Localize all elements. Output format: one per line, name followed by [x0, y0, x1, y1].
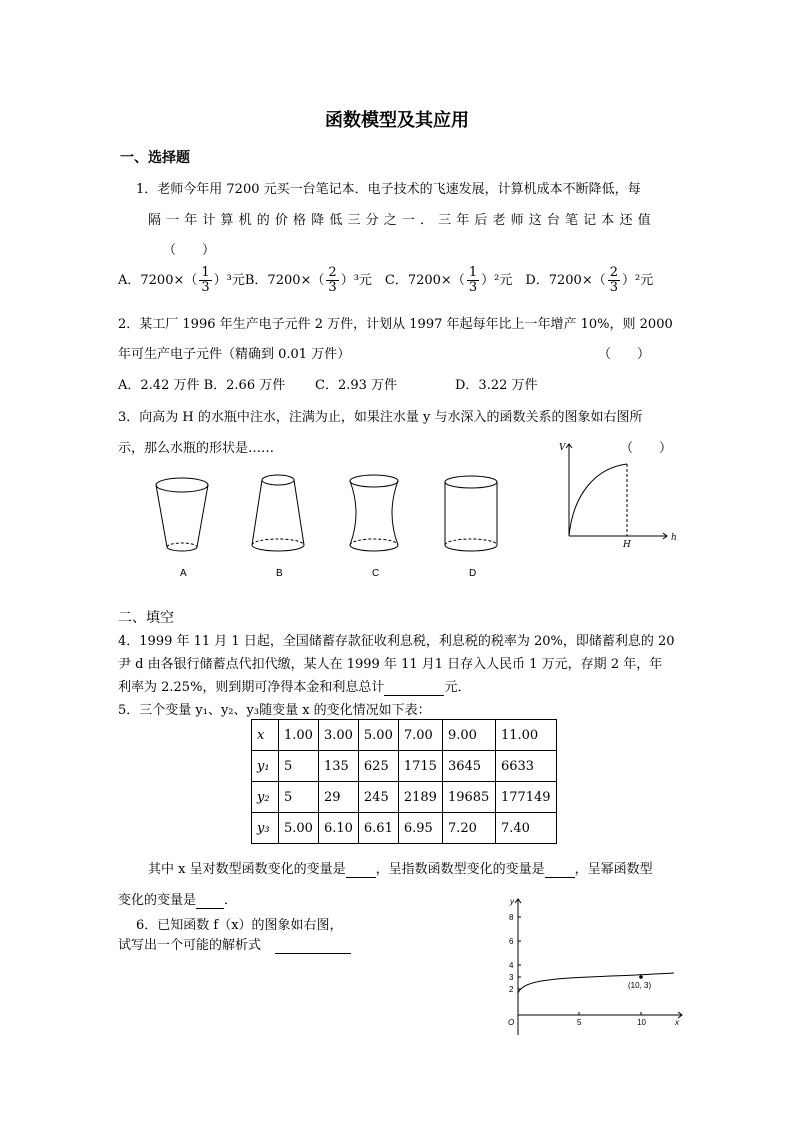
q3-line2: 示，那么水瓶的形状是……	[118, 441, 275, 456]
q1-option-a-prefix: A．7200×（	[118, 273, 198, 288]
table-cell: 9.00	[442, 720, 495, 751]
v-axis-label: V	[559, 443, 566, 453]
q4-line3	[118, 676, 470, 696]
q4-answer-blank[interactable]	[384, 680, 444, 696]
table-cell: x	[252, 720, 279, 751]
y-tick-label: 8	[509, 913, 514, 922]
y-tick-label: 4	[509, 961, 514, 970]
q3-paren: （ ）	[620, 441, 673, 456]
q3-line1: 3．向高为 H 的水瓶中注水，注满为止，如果注水量 y 与水深入的函数关系的图象如右图所	[118, 410, 643, 425]
q1-paren: （ ）	[163, 243, 216, 258]
table-cell: 6.61	[358, 813, 398, 844]
table-cell: 7.40	[495, 813, 556, 844]
q6-line2-text: 试写出一个可能的解析式	[118, 938, 262, 953]
y-tick-label: 6	[509, 937, 514, 946]
volume-curve	[569, 464, 627, 536]
fraction: $\frac{2}{3}$	[328, 265, 337, 295]
q5-blank-power[interactable]	[196, 893, 224, 909]
page-title: 函数模型及其应用	[325, 110, 469, 131]
section-choice-heading: 一、选择题	[120, 150, 190, 166]
table-cell: 29	[318, 782, 358, 813]
q2-option-d: D．3.22 万件	[455, 378, 538, 393]
table-row	[252, 813, 557, 844]
q5-after-text: ，呈幂函数型	[574, 862, 653, 877]
x-tick-label: 10	[637, 1018, 646, 1027]
table-cell: y₂	[252, 782, 279, 813]
q5-intro: 5．三个变量 y₁、y₂、y₃随变量 x 的变化情况如下表：	[118, 703, 431, 718]
table-cell: 19685	[442, 782, 495, 813]
marked-point	[639, 975, 643, 979]
table-cell: 6.10	[318, 813, 358, 844]
table-cell: 177149	[495, 782, 556, 813]
table-cell: 625	[358, 751, 398, 782]
table-cell: y₃	[252, 813, 279, 844]
h-axis-label: h	[671, 533, 677, 543]
q2-option-c: C．2.93 万件	[315, 378, 398, 393]
point-label: (10, 3)	[628, 981, 652, 990]
q5-after-line1	[148, 858, 653, 878]
table-cell: 7.00	[398, 720, 442, 751]
table-row	[252, 782, 557, 813]
q2-line1: 2．某工厂 1996 年生产电子元件 2 万件，计划从 1997 年起每年比上一年增产 10%，则 2000	[118, 317, 673, 332]
table-cell: 1.00	[279, 720, 319, 751]
table-cell: y₁	[252, 751, 279, 782]
bottle-c-shape	[350, 475, 398, 551]
q1-option-text: ）³元B．7200×（	[213, 273, 325, 288]
table-cell: 3.00	[318, 720, 358, 751]
table-cell: 6633	[495, 751, 556, 782]
bottle-a-shape	[156, 478, 208, 551]
q4-line2: 尹 d 由各银行储蓄点代扣代缴，某人在 1999 年 11 月1 日存入人民币 1 万元，存期 2 年，年	[118, 657, 663, 672]
x-tick-label: 5	[577, 1018, 582, 1027]
table-cell: 7.20	[442, 813, 495, 844]
table-row	[252, 720, 557, 751]
bottle-label-c: C	[372, 568, 380, 579]
fraction: $\frac{2}{3}$	[609, 265, 619, 295]
q4-line3-text: 利率为 2.25%，则到期可净得本金和利息总计	[118, 680, 385, 695]
h-mark-label: H	[623, 540, 631, 550]
q5-after-text: 其中 x 呈对数型函数变化的变量是	[148, 862, 346, 877]
q5-after-text: 变化的变量是	[118, 893, 197, 908]
y-tick-label: 3	[509, 973, 514, 982]
table-cell: 5.00	[358, 720, 398, 751]
q2-option-ab: A．2.42 万件 B．2.66 万件	[118, 378, 286, 393]
x-axis-label: x	[675, 1018, 679, 1027]
q5-after-text: ，呈指数函数型变化的变量是	[375, 862, 545, 877]
y-tick-label: 2	[509, 985, 514, 994]
q5-after-line2	[118, 889, 237, 909]
q2-line2: 年可生产电子元件（精确到 0.01 万件）	[118, 347, 351, 362]
table-cell: 135	[318, 751, 358, 782]
q4-unit: 元．	[444, 680, 471, 695]
q1-options	[118, 266, 653, 295]
function-graph	[500, 895, 690, 1040]
q5-blank-log[interactable]	[346, 862, 376, 878]
table-cell: 3645	[442, 751, 495, 782]
volume-depth-graph	[555, 440, 685, 552]
table-cell: 11.00	[495, 720, 556, 751]
q5-blank-exp[interactable]	[545, 862, 575, 878]
table-cell: 2189	[398, 782, 442, 813]
origin-label: O	[508, 1018, 515, 1027]
bottle-label-b: B	[276, 568, 283, 579]
bottle-shapes	[140, 465, 540, 585]
fraction: $\frac{1}{3}$	[468, 265, 478, 295]
table-cell: 6.95	[398, 813, 442, 844]
q6-line1: 6．已知函数 f（x）的图象如右图，	[136, 918, 343, 933]
bottle-b-shape	[252, 475, 304, 551]
table-cell: 5.00	[279, 813, 319, 844]
table-cell: 1715	[398, 751, 442, 782]
y-axis-label: y	[510, 897, 514, 906]
q4-line1: 4．1999 年 11 月 1 日起，全国储蓄存款征收利息税，利息税的税率为 20%，即储蓄利息的 20	[118, 634, 675, 649]
q1-option-text: ）³元 C．7200×（	[340, 273, 465, 288]
q5-after-text: ．	[224, 893, 238, 908]
table-cell: 5	[279, 751, 319, 782]
table-cell: 5	[279, 782, 319, 813]
q2-paren: （ ）	[598, 347, 651, 362]
table-cell: 245	[358, 782, 398, 813]
bottle-label-d: D	[469, 568, 477, 579]
bottle-label-a: A	[180, 568, 187, 579]
q1-line1: 1．老师今年用 7200 元买一台笔记本．电子技术的飞速发展，计算机成本不断降低，每	[136, 182, 641, 197]
q1-line2: 隔 一 年 计 算 机 的 价 格 降 低 三 分 之 一 ． 三 年 后 老 师 这 台 笔 记 本 还 值	[148, 213, 652, 228]
q6-answer-blank[interactable]	[275, 938, 351, 954]
variables-table	[251, 719, 557, 844]
section-fill-heading: 二、填空	[118, 610, 174, 626]
q1-option-text: ）²元 D．7200×（	[481, 273, 606, 288]
q1-option-text: ）²元	[622, 273, 654, 288]
table-row	[252, 751, 557, 782]
fraction: $\frac{1}{3}$	[201, 265, 210, 295]
q6-line2	[118, 934, 351, 954]
bottle-d-shape	[445, 476, 497, 551]
